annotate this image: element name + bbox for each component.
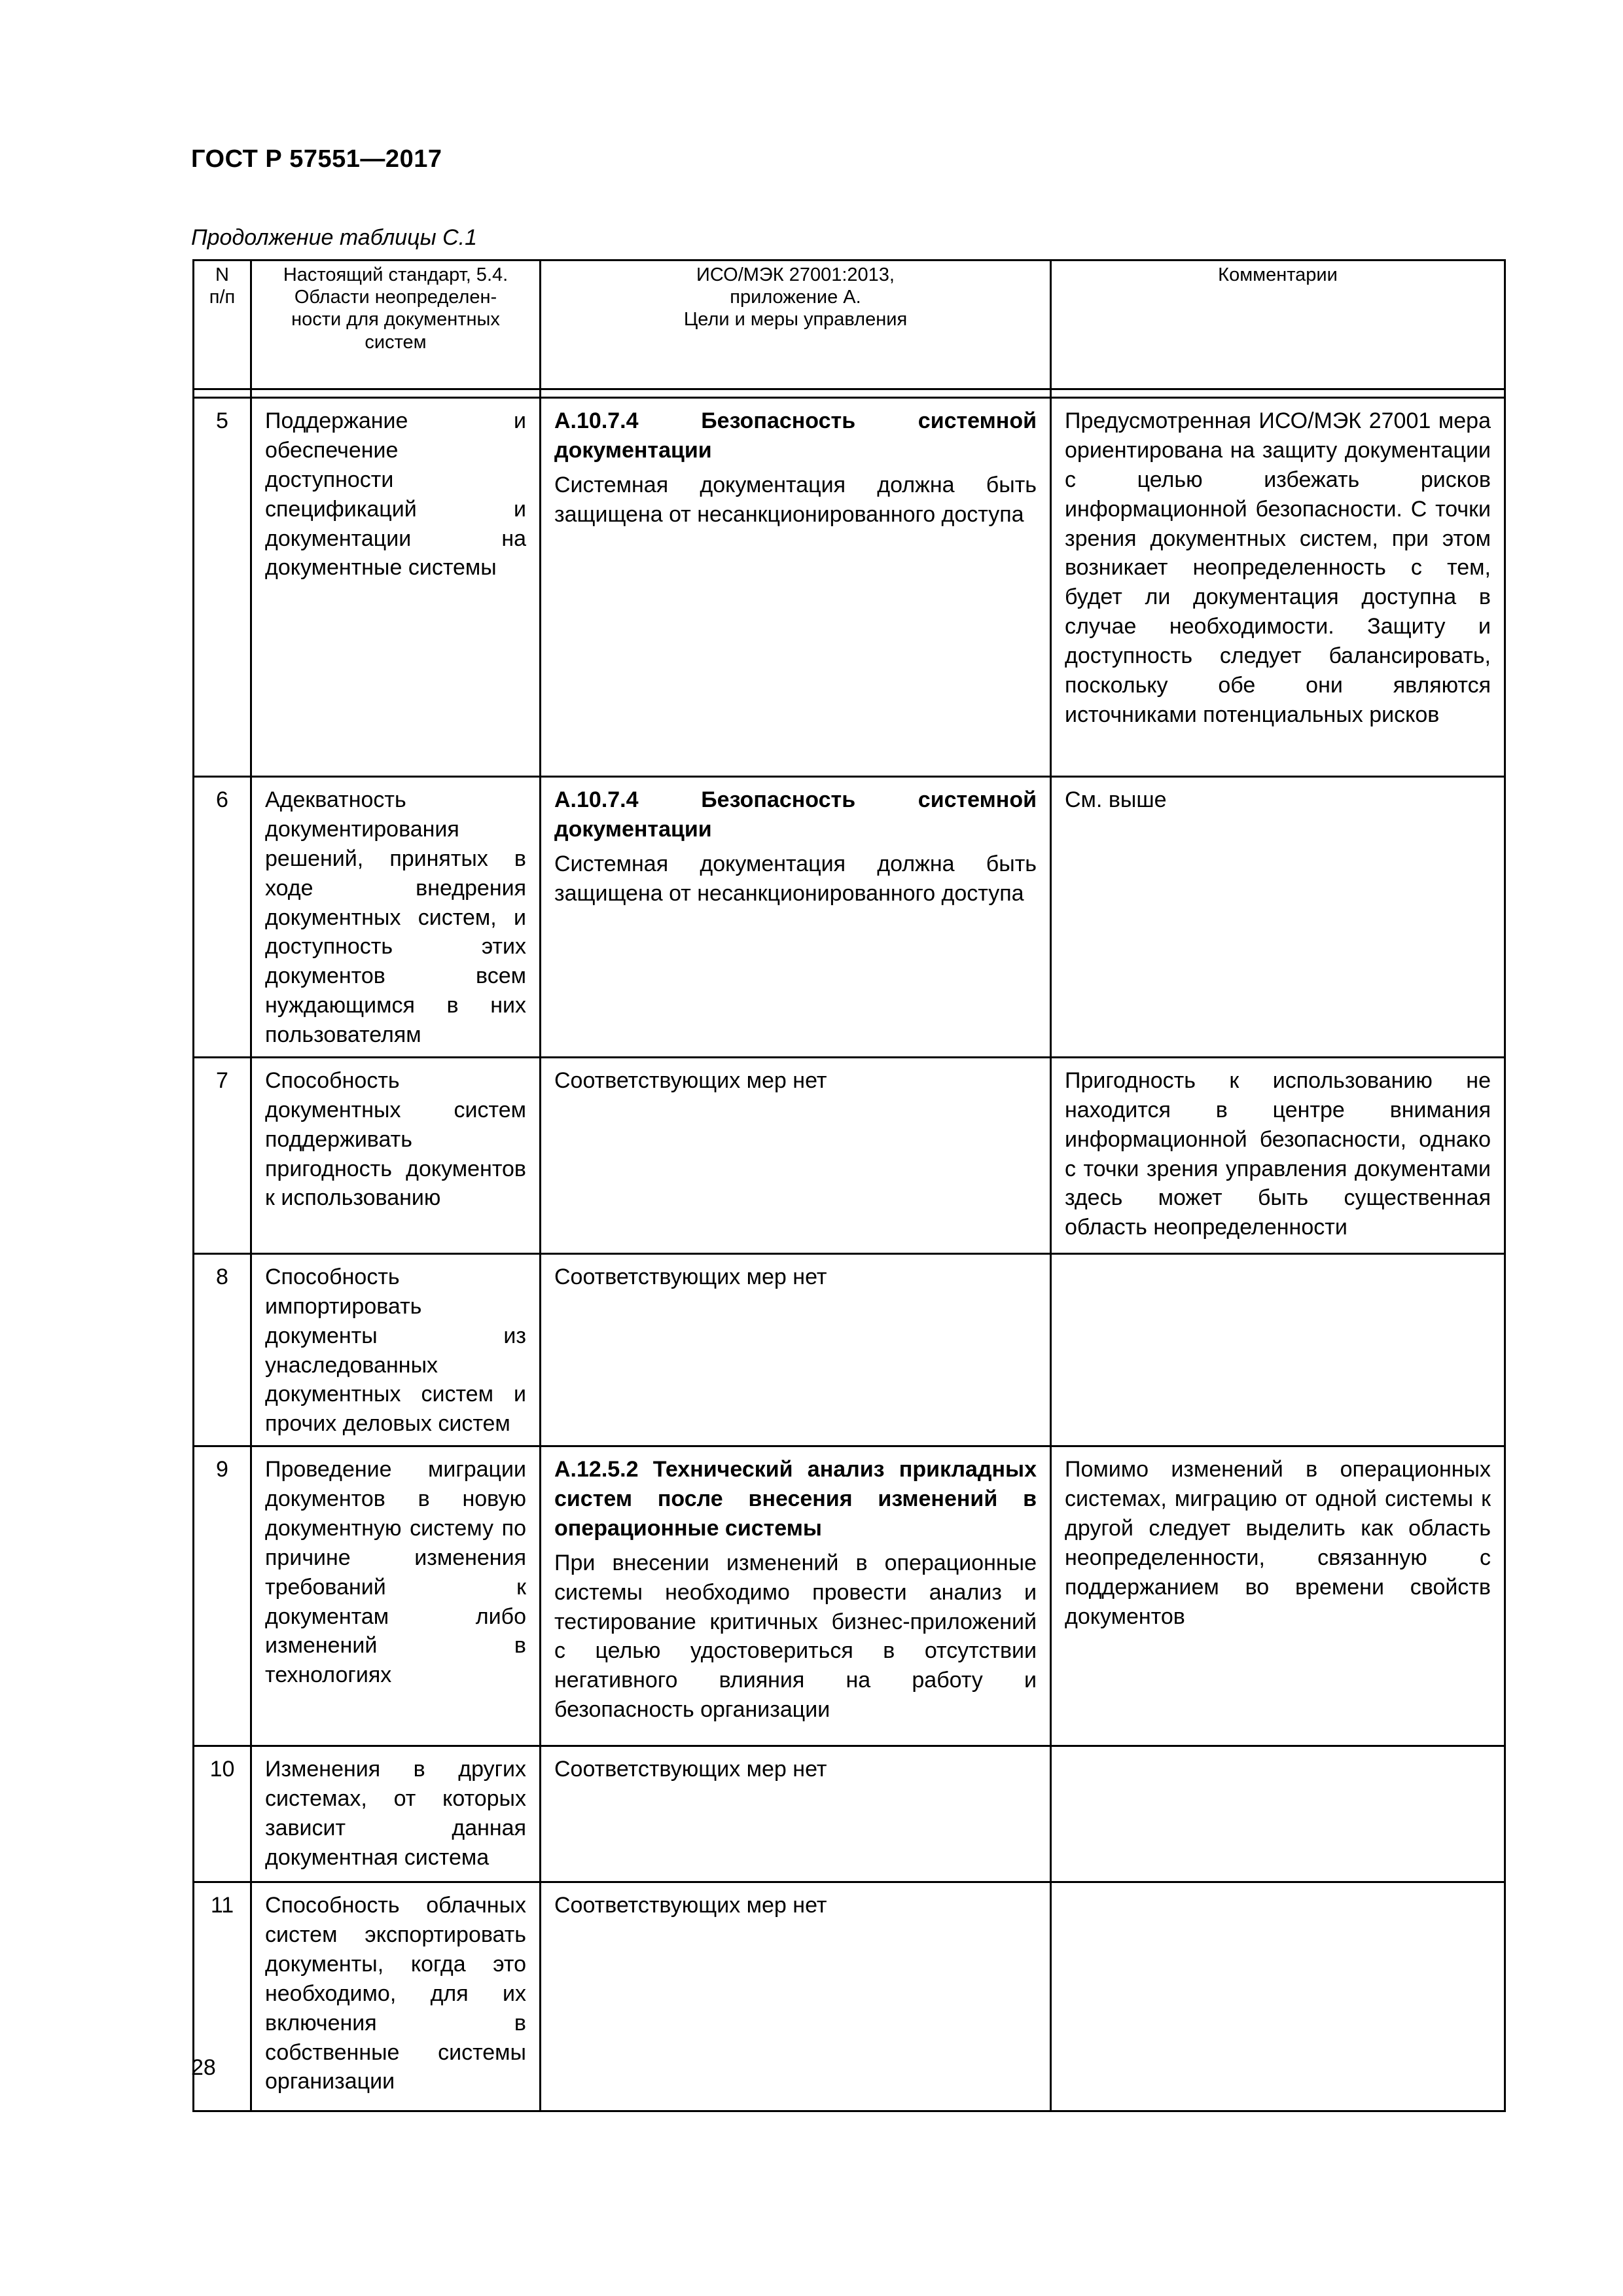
iso-control-title: А.10.7.4 Безопасность системной документации — [554, 787, 1037, 842]
iso-reference — [541, 1746, 1051, 1882]
table-row — [194, 1253, 1505, 1446]
uncertainty-area: Способность документных систем поддерживать пригодность документов к использованию — [251, 1057, 541, 1253]
uncertainty-area: Способность импортировать документы из унаследованных документных систем и прочих деловых систем — [251, 1253, 541, 1446]
row-number: 11 — [194, 1882, 251, 2111]
document-header: ГОСТ Р 57551—2017 — [191, 145, 442, 173]
iso-reference — [541, 1882, 1051, 2111]
table-row — [194, 777, 1505, 1058]
comment: Помимо изменений в операционных системах, миграцию от одной системы к другой следует выделить как область неопределенности, связанную с поддержанием во времени свойств документов — [1051, 1446, 1505, 1746]
comment: См. выше — [1051, 777, 1505, 1058]
iso-control-text: Системная документация должна быть защищена от несанкционированного доступа — [554, 851, 1037, 906]
uncertainty-area: Адекватность документирования решений, принятых в ходе внедрения документных систем, и доступность этих документов всем нуждающимся в них пользователям — [251, 777, 541, 1058]
header-num: N п/п — [194, 260, 251, 389]
iso-control-text: Системная документация должна быть защищена от несанкционированного доступа — [554, 472, 1037, 527]
row-number: 5 — [194, 398, 251, 777]
iso-control-text: Соответствующих мер нет — [554, 1067, 827, 1093]
iso-control-title: А.12.5.2 Технический анализ прикладных систем после внесения изменений в операционные системы — [554, 1457, 1037, 1541]
iso-control-text: Соответствующих мер нет — [554, 1893, 827, 1918]
comment — [1051, 1882, 1505, 2111]
iso-control-text: Соответствующих мер нет — [554, 1757, 827, 1782]
table-row — [194, 1446, 1505, 1746]
table-row — [194, 398, 1505, 777]
table-header — [194, 260, 1505, 398]
row-number: 8 — [194, 1253, 251, 1446]
iso-control-title: А.10.7.4 Безопасность системной документации — [554, 408, 1037, 463]
row-number: 9 — [194, 1446, 251, 1746]
table-row — [194, 1882, 1505, 2111]
uncertainty-area: Проведение миграции документов в новую документную систему по причине изменения требований к документам либо изменений в технологиях — [251, 1446, 541, 1746]
iso-reference — [541, 1446, 1051, 1746]
header-standard: Настоящий стандарт, 5.4. Области неопределен- ности для документных систем — [251, 260, 541, 389]
header-comments: Комментарии — [1051, 260, 1505, 389]
table-row — [194, 1057, 1505, 1253]
iso-reference — [541, 777, 1051, 1058]
comment: Предусмотренная ИСО/МЭК 27001 мера ориентирована на защиту документации с целью избежать рисков информационной безопасности. С точки зрения документных систем, при этом возникает неопределенность с тем, будет ли документация доступна в случае необходимости. Защиту и доступность следует балансировать, поскольку обе они являются источниками потенциальных рисков — [1051, 398, 1505, 777]
header-separator — [194, 389, 1505, 398]
iso-control-text: Соответствующих мер нет — [554, 1264, 827, 1289]
comparison-table — [192, 259, 1506, 2112]
table-body — [194, 398, 1505, 2111]
row-number: 10 — [194, 1746, 251, 1882]
uncertainty-area: Способность облачных систем экспортировать документы, когда это необходимо, для их включения в собственные системы организации — [251, 1882, 541, 2111]
uncertainty-area: Поддержание и обеспечение доступности спецификаций и документации на документные системы — [251, 398, 541, 777]
comment: Пригодность к использованию не находится в центре внимания информационной безопасности, однако с точки зрения управления документами здесь может быть существенная область неопределенности — [1051, 1057, 1505, 1253]
table-row — [194, 1746, 1505, 1882]
row-number: 6 — [194, 777, 251, 1058]
header-iso: ИСО/МЭК 27001:2013, приложение А. Цели и меры управления — [541, 260, 1051, 389]
comment — [1051, 1746, 1505, 1882]
iso-reference — [541, 1253, 1051, 1446]
comment — [1051, 1253, 1505, 1446]
iso-reference — [541, 398, 1051, 777]
row-number: 7 — [194, 1057, 251, 1253]
table-caption: Продолжение таблицы С.1 — [191, 225, 477, 250]
iso-control-text: При внесении изменений в операционные системы необходимо провести анализ и тестирование критичных бизнес-приложений с целью удостовериться в отсутствии негативного влияния на работу и безопасность организации — [554, 1550, 1037, 1723]
iso-reference — [541, 1057, 1051, 1253]
page-number: 28 — [191, 2055, 216, 2080]
uncertainty-area: Изменения в других системах, от которых зависит данная документная система — [251, 1746, 541, 1882]
